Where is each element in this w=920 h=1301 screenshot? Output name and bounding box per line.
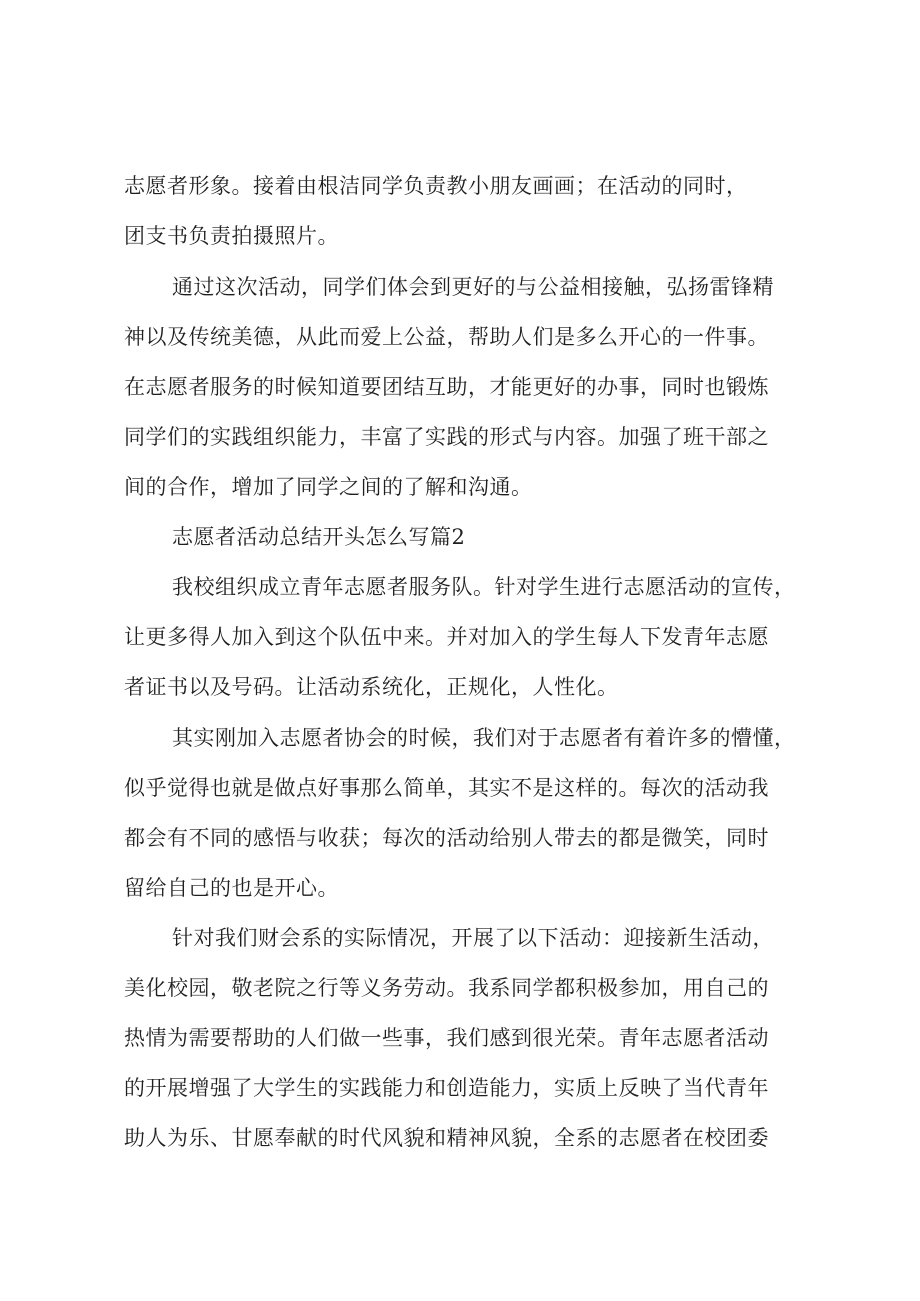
paragraph-line: 的开展增强了大学生的实践能力和创造能力，实质上反映了当代青年 xyxy=(124,1076,769,1100)
paragraph-line: 助人为乐、甘愿奉献的时代风貌和精神风貌，全系的志愿者在校团委 xyxy=(124,1126,769,1150)
paragraph-line: 通过这次活动，同学们体会到更好的与公益相接触，弘扬雷锋精 xyxy=(172,275,774,299)
paragraph-line: 针对我们财会系的实际情况，开展了以下活动：迎接新生活动， xyxy=(172,926,774,950)
section-heading: 志愿者活动总结开头怎么写篇2 xyxy=(172,525,466,549)
paragraph-line: 我校组织成立青年志愿者服务队。针对学生进行志愿活动的宣传， xyxy=(172,575,796,599)
paragraph-line: 同学们的实践组织能力，丰富了实践的形式与内容。加强了班干部之 xyxy=(124,425,769,449)
paragraph-line: 其实刚加入志愿者协会的时候，我们对于志愿者有着许多的懵懂， xyxy=(172,726,796,750)
paragraph-line: 志愿者形象。接着由根洁同学负责教小朋友画画；在活动的同时， xyxy=(124,174,748,198)
paragraph-line: 团支书负责拍摄照片。 xyxy=(124,224,339,248)
paragraph-line: 热情为需要帮助的人们做一些事，我们感到很光荣。青年志愿者活动 xyxy=(124,1026,769,1050)
paragraph-line: 神以及传统美德，从此而爱上公益，帮助人们是多么开心的一件事。 xyxy=(124,325,769,349)
paragraph-line: 都会有不同的感悟与收获；每次的活动给别人带去的都是微笑，同时 xyxy=(124,826,769,850)
paragraph-line: 美化校园，敬老院之行等义务劳动。我系同学都积极参加，用自己的 xyxy=(124,976,769,1000)
paragraph-line: 在志愿者服务的时候知道要团结互助，才能更好的办事，同时也锻炼 xyxy=(124,375,769,399)
paragraph-line: 似乎觉得也就是做点好事那么简单，其实不是这样的。每次的活动我 xyxy=(124,776,769,800)
paragraph-line: 留给自己的也是开心。 xyxy=(124,876,339,900)
paragraph-line: 让更多得人加入到这个队伍中来。并对加入的学生每人下发青年志愿 xyxy=(124,625,769,649)
paragraph-line: 间的合作，增加了同学之间的了解和沟通。 xyxy=(124,475,533,499)
paragraph-line: 者证书以及号码。让活动系统化，正规化，人性化。 xyxy=(124,675,619,699)
